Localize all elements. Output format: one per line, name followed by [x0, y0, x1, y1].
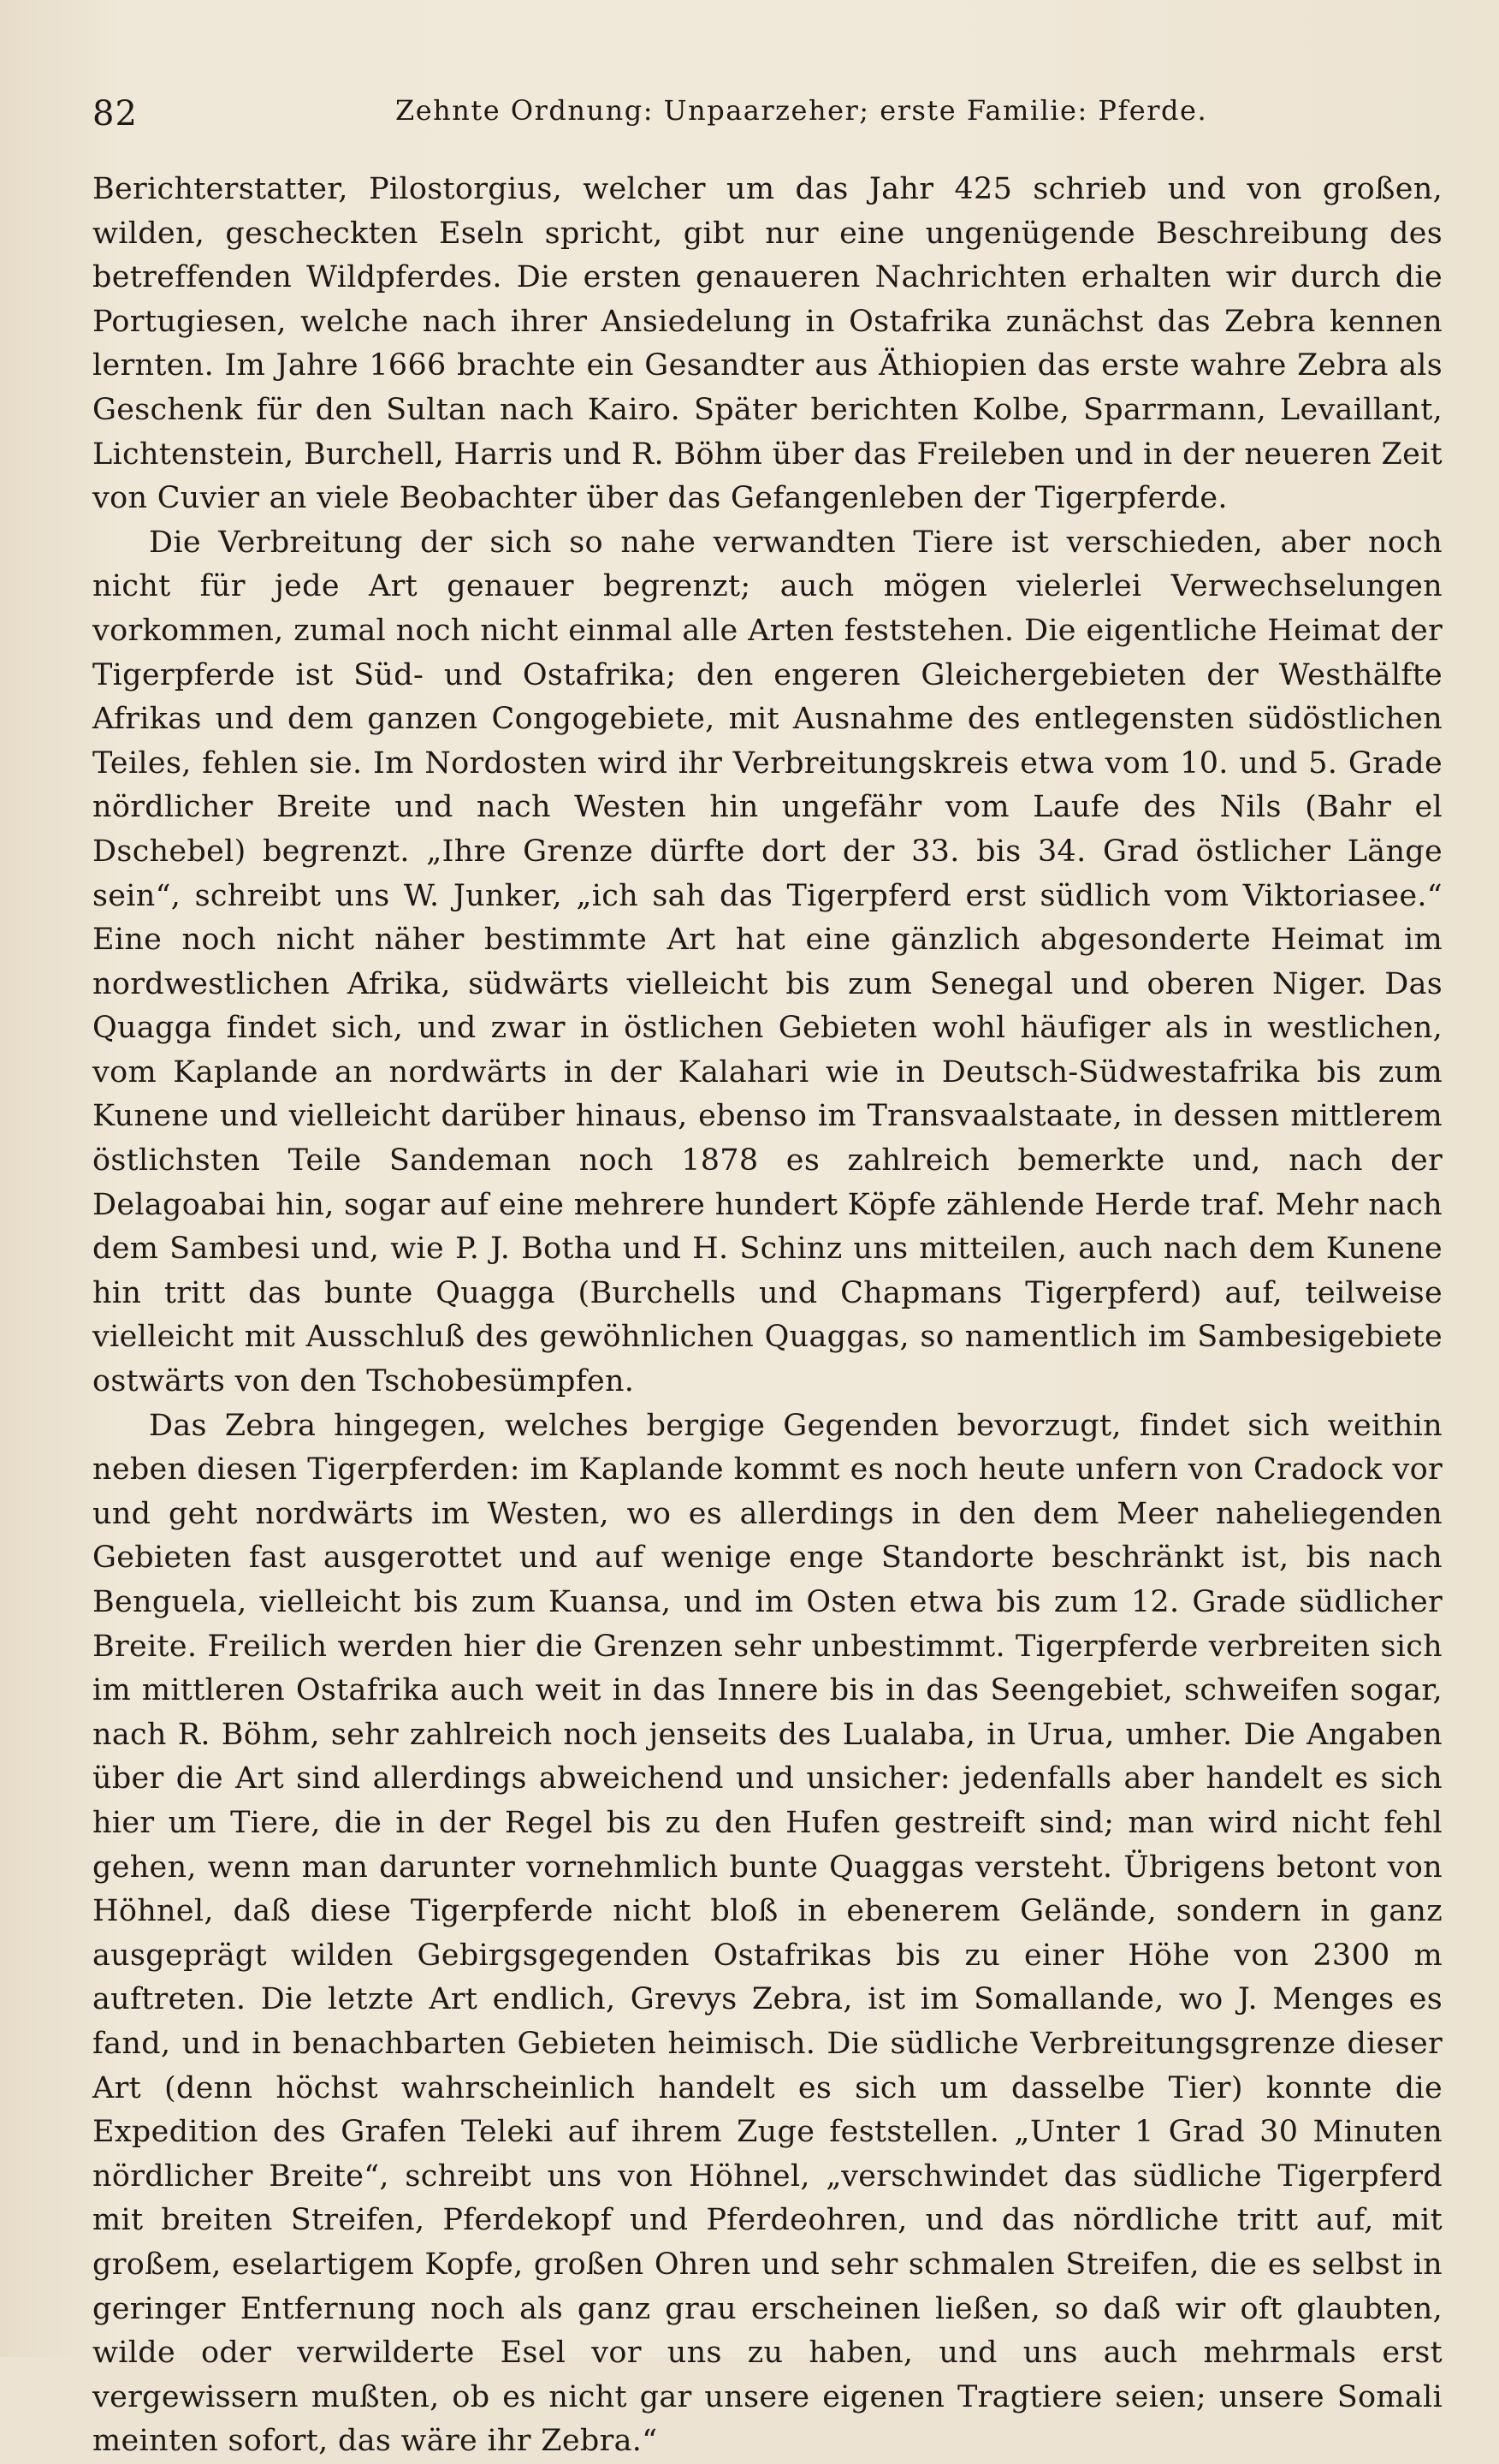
paragraph-3: Das Zebra hingegen, welches bergige Gegenden bevorzugt, findet sich weithin neben diesen Tigerpferden: im Kaplande kommt es noch heute unfern von Cradock vor und geht nordwärts im Westen, wo es allerdings in den dem Meer naheliegenden Gebieten fast ausgerottet und auf wenige enge Standorte beschränkt ist, bis nach Benguela, vielleicht bis zum Kuansa, und im Osten etwa bis zum 12. Grade südlicher Breite. Freilich werden hier die Grenzen sehr unbestimmt. Tigerpferde verbreiten sich im mittleren Ostafrika auch weit in das Innere bis in das Seengebiet, schweifen sogar, nach R. Böhm, sehr zahlreich noch jenseits des Lualaba, in Urua, umher. Die Angaben über die Art sind allerdings abweichend und unsicher: jedenfalls aber handelt es sich hier um Tiere, die in der Regel bis zu den Hufen gestreift sind; man wird nicht fehl gehen, wenn man darunter vornehmlich bunte Quaggas versteht. Übrigens betont von Höhnel, daß diese Tigerpferde nicht bloß in ebenerem Gelände, sondern in ganz ausgeprägt wilden Gebirgsgegenden Ostafrikas bis zu einer Höhe von 2300 m auftreten. Die letzte Art endlich, Grevys Zebra, ist im Somallande, wo J. Menges es fand, und in benachbarten Gebieten heimisch. Die südliche Verbreitungsgrenze dieser Art (denn höchst wahrscheinlich handelt es sich um dasselbe Tier) konnte die Expedition des Grafen Teleki auf ihrem Zuge feststellen. „Unter 1 Grad 30 Minuten nördlicher Breite“, schreibt uns von Höhnel, „verschwindet das südliche Tigerpferd mit breiten Streifen, Pferdekopf und Pferdeohren, und das nördliche tritt auf, mit großem, eselartigem Kopfe, großen Ohren und sehr schmalen Streifen, die es selbst in geringer Entfernung noch als ganz grau erscheinen ließen, so daß wir oft glaubten, wilde oder verwilderte Esel vor uns zu haben, und uns auch mehrmals erst vergewissern mußten, ob es nicht gar unsere eigenen Tragtiere seien; unsere Somali meinten sofort, das wäre ihr Zebra.“ [92, 1408, 1443, 2459]
running-title: Zehnte Ordnung: Unpaarzeher; erste Familie: Pferde. [395, 94, 1208, 127]
body-text [92, 168, 1443, 2464]
paragraph-1: Berichterstatter, Pilostorgius, welcher um das Jahr 425 schrieb und von großen, wilden, gescheckten Eseln spricht, gibt nur eine ungenügende Beschreibung des betreffenden Wildpferdes. Die ersten genaueren Nachrichten erhalten wir durch die Portugiesen, welche nach ihrer Ansiedelung in Ostafrika zunächst das Zebra kennen lernten. Im Jahre 1666 brachte ein Gesandter aus Äthiopien das erste wahre Zebra als Geschenk für den Sultan nach Kairo. Später berichten Kolbe, Sparrmann, Levaillant, Lichtenstein, Burchell, Harris und R. Böhm über das Freileben und in der neueren Zeit von Cuvier an viele Beobachter über das Gefangenleben der Tigerpferde. [92, 172, 1443, 516]
paragraph-2: Die Verbreitung der sich so nahe verwandten Tiere ist verschieden, aber noch nicht für jede Art genauer begrenzt; auch mögen vielerlei Verwechselungen vorkommen, zumal noch nicht einmal alle Arten feststehen. Die eigentliche Heimat der Tigerpferde ist Süd- und Ostafrika; den engeren Gleichergebieten der Westhälfte Afrikas und dem ganzen Congogebiete, mit Ausnahme des entlegensten südöstlichen Teiles, fehlen sie. Im Nordosten wird ihr Verbreitungskreis etwa vom 10. und 5. Grade nördlicher Breite und nach Westen hin ungefähr vom Laufe des Nils (Bahr el Dschebel) begrenzt. „Ihre Grenze dürfte dort der 33. bis 34. Grad östlicher Länge sein“, schreibt uns W. Junker, „ich sah das Tigerpferd erst südlich vom Viktoriasee.“ Eine noch nicht näher bestimmte Art hat eine gänzlich abgesonderte Heimat im nordwestlichen Afrika, südwärts vielleicht bis zum Senegal und oberen Niger. Das Quagga findet sich, und zwar in östlichen Gebieten wohl häufiger als in westlichen, vom Kaplande an nordwärts in der Kalahari wie in Deutsch-Südwestafrika bis zum Kunene und vielleicht darüber hinaus, ebenso im Transvaalstaate, in dessen mittlerem östlichsten Teile Sandeman noch 1878 es zahlreich bemerkte und, nach der Delagoabai hin, sogar auf eine mehrere hundert Köpfe zählende Herde traf. Mehr nach dem Sambesi und, wie P. J. Botha und H. Schinz uns mitteilen, auch nach dem Kunene hin tritt das bunte Quagga (Burchells und Chapmans Tigerpferd) auf, teilweise vielleicht mit Ausschluß des gewöhnlichen Quaggas, so namentlich im Sambesigebiete ostwärts von den Tschobesümpfen. [92, 525, 1443, 1399]
page-header [92, 86, 1444, 145]
page-number: 82 [92, 94, 138, 134]
